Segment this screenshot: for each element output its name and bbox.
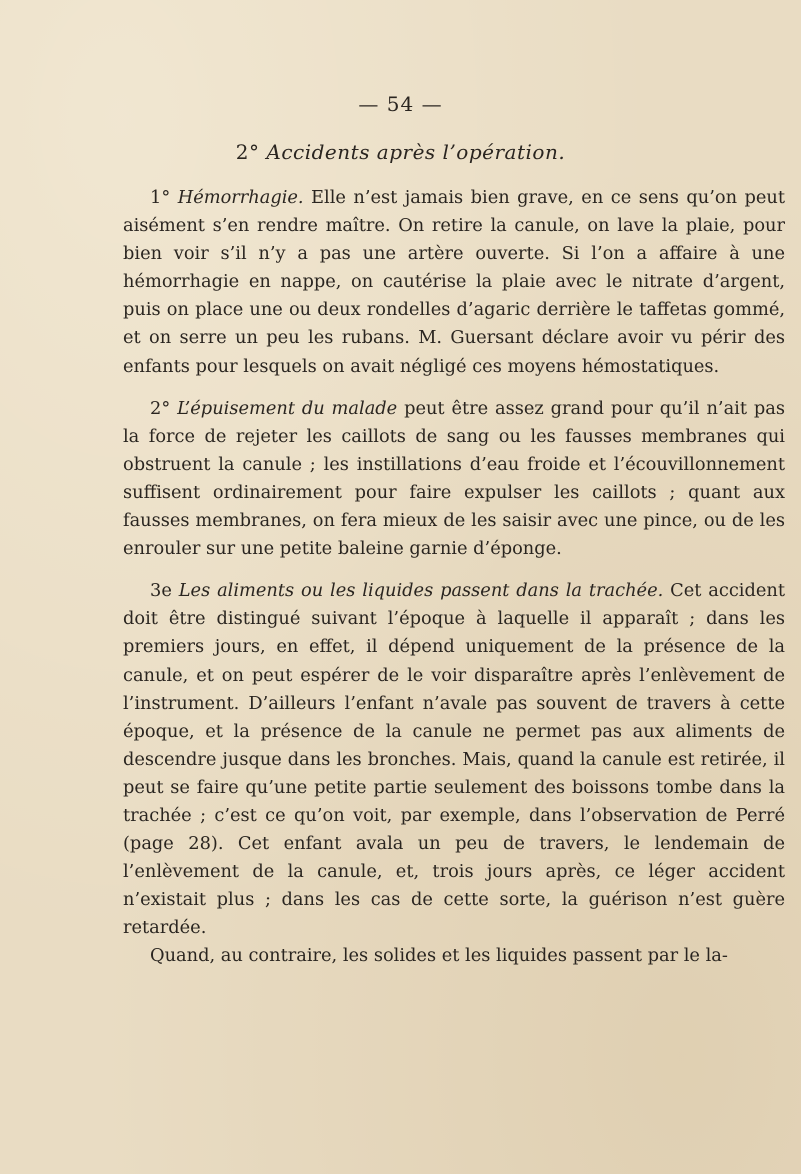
section-heading — [0, 140, 801, 164]
paragraph-text: Quand, au contraire, les solides et les liquides passent par le la- — [150, 945, 728, 967]
paragraph-lead: L’épuisement du malade — [177, 397, 398, 419]
paragraph-lead: Hémorrhagie. — [177, 187, 304, 208]
paragraph-hemorrhagie — [123, 184, 785, 381]
paragraph-marker: 1° — [150, 187, 171, 208]
body-text — [123, 184, 785, 971]
section-heading-title: Accidents après l’opération. — [266, 140, 566, 164]
paragraph-marker: 2° — [150, 397, 171, 419]
paragraph-epuisement — [123, 395, 785, 564]
page-number: — 54 — — [358, 92, 443, 116]
paragraph-continuation — [123, 942, 785, 970]
paragraph-text: Elle n’est jamais bien grave, en ce sens qu’on peut aisément s’en rendre maître. On retire la canule, on lave la plaie, pour bien voir s’il n’y a pas une artère ouverte. Si l’on a affaire à une hémorrhagie en nappe, on cautérise la plaie avec le nitrate d’argent, puis on place une ou deux rondelles d’agaric derrière le taffetas gommé, et on serre un peu les rubans. M. Guersant déclare avoir vu périr des enfants pour lesquels on avait négligé ces moyens hémostatiques. — [123, 187, 785, 377]
section-heading-number: 2° — [235, 140, 260, 164]
paragraph-aliments — [123, 577, 785, 942]
paragraph-lead: Les aliments ou les liquides passent dans la trachée. — [178, 580, 664, 602]
paragraph-text: peut être assez grand pour qu’il n’ait pas la force de rejeter les caillots de sang ou les fausses membranes qui obstruent la canule ; les instillations d’eau froide et l’écouvillonnement suffisent ordinairement pour faire expulser les caillots ; quant aux fausses membranes, on fera mieux de les saisir avec une pince, ou de les enrouler sur une petite baleine garnie d’éponge. — [123, 397, 785, 560]
paragraph-marker: 3e — [150, 580, 172, 602]
paragraph-text: Cet accident doit être distingué suivant l’époque à laquelle il apparaît ; dans les premiers jours, en effet, il dépend uniquement de la présence de la canule, et on peut espérer de le voir disparaître après l’enlèvement de l’instrument. D’ailleurs l’enfant n’avale pas souvent de travers à cette époque, et la présence de la canule ne permet pas aux aliments de descendre jusque dans les bronches. Mais, quand la canule est retirée, il peut se faire qu’une petite partie seulement des boissons tombe dans la trachée ; c’est ce qu’on voit, par exemple, dans l’observation de Perré (page 28). Cet enfant avala un peu de travers, le lendemain de l’enlèvement de la canule, et, trois jours après, ce léger accident n’existait plus ; dans les cas de cette sorte, la guérison n’est guère retardée. — [123, 580, 785, 939]
